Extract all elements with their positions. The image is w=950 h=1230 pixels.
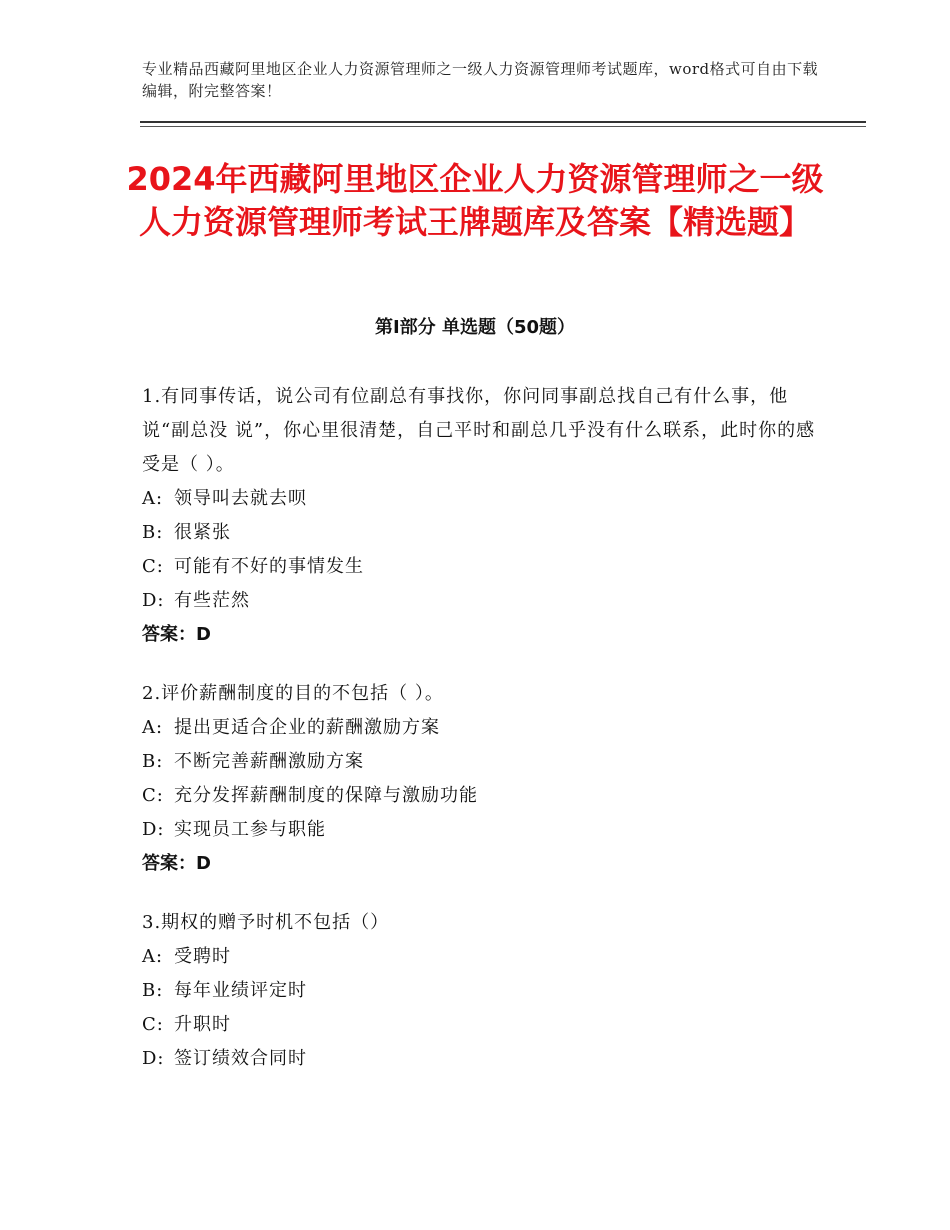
question-stem: 2.评价薪酬制度的目的不包括（ ）。 bbox=[142, 683, 444, 704]
question-1 bbox=[142, 380, 822, 652]
option-letter: A: bbox=[142, 946, 164, 967]
option-a bbox=[142, 940, 822, 974]
option-letter: B: bbox=[142, 522, 164, 543]
option-c bbox=[142, 779, 822, 813]
question-list bbox=[142, 380, 822, 1101]
option-a bbox=[142, 482, 822, 516]
option-letter: B: bbox=[142, 980, 164, 1001]
option-text: 升职时 bbox=[174, 1014, 231, 1035]
option-b bbox=[142, 745, 822, 779]
option-text: 每年业绩评定时 bbox=[174, 980, 307, 1001]
option-b bbox=[142, 516, 822, 550]
option-letter: A: bbox=[142, 488, 164, 509]
answer-line: 答案：D bbox=[142, 624, 211, 645]
question-stem: 3.期权的赠予时机不包括（） bbox=[142, 912, 390, 933]
option-c bbox=[142, 550, 822, 584]
option-letter: D: bbox=[142, 590, 165, 611]
option-text: 实现员工参与职能 bbox=[174, 819, 326, 840]
section-title: 第Ⅰ部分 单选题（50题） bbox=[374, 317, 575, 338]
document-title: 2024年西藏阿里地区企业人力资源管理师之一级人力资源管理师考试王牌题库及答案【精选题】 bbox=[126, 160, 824, 241]
question-2 bbox=[142, 677, 822, 881]
header-divider-thick bbox=[140, 121, 866, 123]
header-note: 专业精品西藏阿里地区企业人力资源管理师之一级人力资源管理师考试题库，word格式可自由下载编辑，附完整答案！ bbox=[142, 60, 819, 100]
option-d bbox=[142, 1042, 822, 1076]
option-letter: A: bbox=[142, 717, 164, 738]
option-text: 很紧张 bbox=[174, 522, 231, 543]
option-text: 可能有不好的事情发生 bbox=[174, 556, 364, 577]
option-a bbox=[142, 711, 822, 745]
question-3 bbox=[142, 906, 822, 1076]
option-d bbox=[142, 584, 822, 618]
option-text: 充分发挥薪酬制度的保障与激励功能 bbox=[174, 785, 478, 806]
question-stem: 1.有同事传话，说公司有位副总有事找你，你问同事副总找自己有什么事，他说“副总没 说”，你心里很清楚，自己平时和副总几乎没有什么联系，此时你的感受是（ ）。 bbox=[142, 386, 816, 475]
option-text: 领导叫去就去呗 bbox=[174, 488, 307, 509]
option-text: 有些茫然 bbox=[174, 590, 250, 611]
option-letter: C: bbox=[142, 1014, 164, 1035]
option-letter: B: bbox=[142, 751, 164, 772]
option-d bbox=[142, 813, 822, 847]
option-letter: D: bbox=[142, 1048, 165, 1069]
option-text: 签订绩效合同时 bbox=[174, 1048, 307, 1069]
option-b bbox=[142, 974, 822, 1008]
option-letter: C: bbox=[142, 785, 164, 806]
answer-line: 答案：D bbox=[142, 853, 211, 874]
option-letter: D: bbox=[142, 819, 165, 840]
option-text: 提出更适合企业的薪酬激励方案 bbox=[174, 717, 440, 738]
option-c bbox=[142, 1008, 822, 1042]
header-divider-thin bbox=[140, 126, 866, 127]
option-text: 不断完善薪酬激励方案 bbox=[174, 751, 364, 772]
option-text: 受聘时 bbox=[174, 946, 231, 967]
option-letter: C: bbox=[142, 556, 164, 577]
